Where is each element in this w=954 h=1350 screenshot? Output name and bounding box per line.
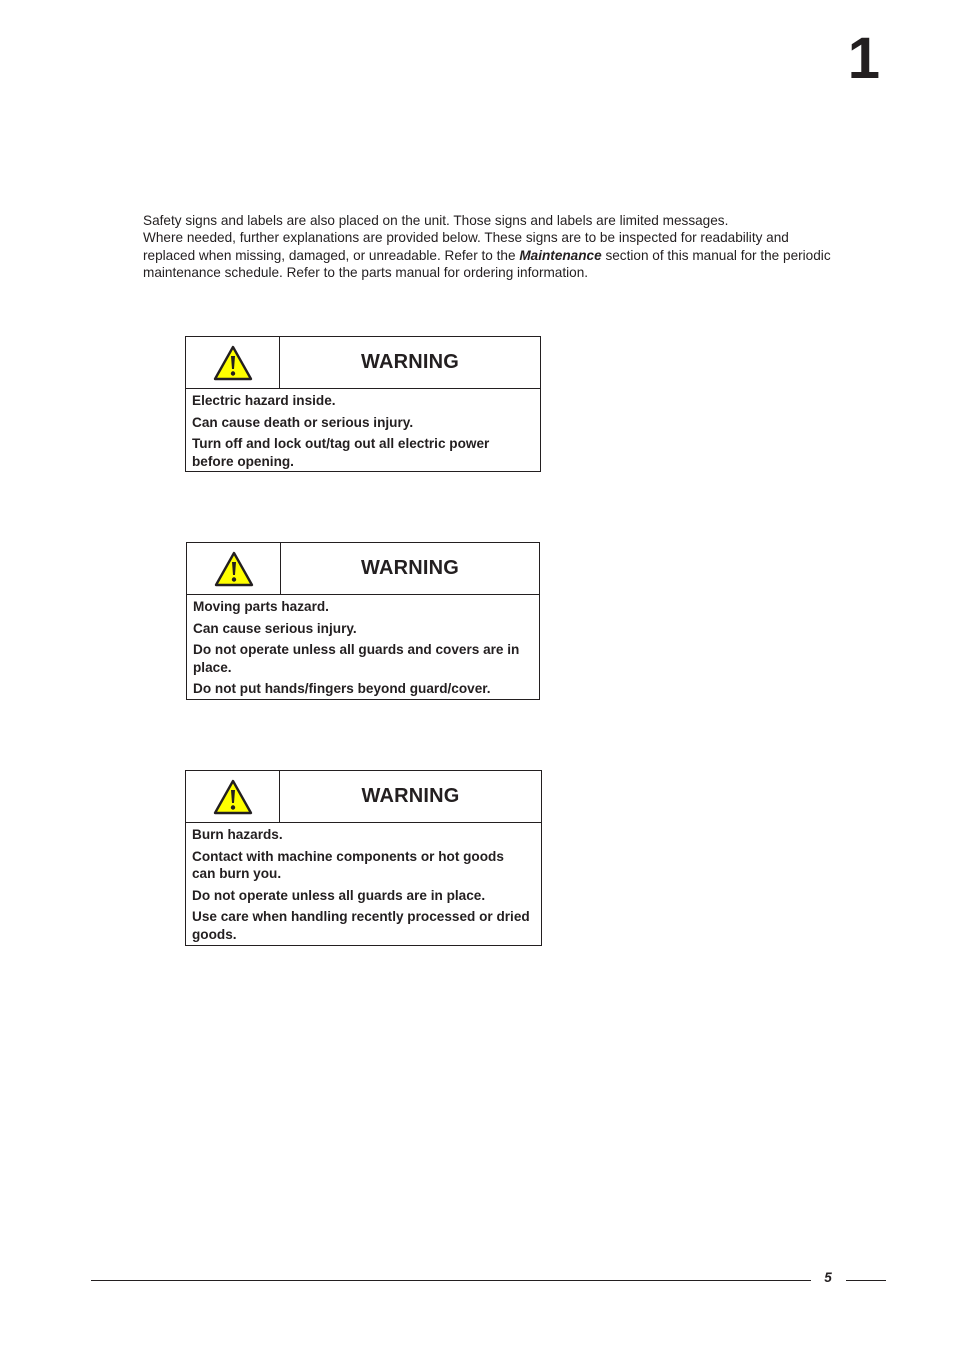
intro-line-2 — [143, 229, 843, 281]
warning-triangle-icon — [213, 779, 253, 815]
sign-icon-cell — [186, 771, 280, 822]
sign-body — [186, 389, 540, 472]
sign-body — [187, 595, 539, 700]
warning-triangle-icon — [214, 551, 254, 587]
footer-divider — [846, 1280, 886, 1281]
warning-sign-moving-parts — [186, 542, 540, 700]
sign-line: Contact with machine components or hot goods can burn you. — [192, 848, 504, 881]
intro-paragraph — [143, 212, 843, 281]
sign-header — [186, 771, 541, 823]
sign-header — [187, 543, 539, 595]
sign-header — [186, 337, 540, 389]
warning-sign-electric — [185, 336, 541, 472]
sign-line: Can cause serious injury. — [193, 620, 357, 636]
maintenance-emphasis: Maintenance — [519, 247, 602, 263]
sign-line: Electric hazard inside. — [192, 393, 336, 408]
sign-title: WARNING — [360, 557, 460, 579]
page-number: 5 — [824, 1270, 832, 1285]
intro-line-1: Safety signs and labels are also placed on the unit. Those signs and labels are limited messages. — [143, 213, 729, 228]
intro-text-after: section of this manual for the periodic maintenance schedule. Refer to the parts manual for ordering information. — [143, 247, 831, 280]
sign-line: Do not put hands/fingers beyond guard/cover. — [193, 681, 491, 697]
footer-divider — [91, 1280, 811, 1281]
sign-line: Can cause death or serious injury. — [192, 414, 414, 430]
warning-sign-burn — [185, 770, 542, 946]
sign-line: Burn hazards. — [192, 827, 283, 842]
sign-line: Moving parts hazard. — [193, 599, 329, 614]
warning-triangle-icon — [213, 345, 253, 381]
sign-line: Use care when handling recently processed or dried goods. — [192, 909, 530, 942]
sign-title: WARNING — [360, 351, 460, 373]
sign-icon-cell — [187, 543, 281, 594]
intro-text-before: Where needed, further explanations are provided below. These signs are to be inspected for readability and replaced when missing, damaged, or unreadable. Refer to the — [143, 230, 789, 263]
sign-body — [186, 823, 541, 945]
sign-line: Do not operate unless all guards and covers are in place. — [193, 642, 520, 675]
sign-title: WARNING — [361, 785, 460, 807]
chapter-number: 1 — [847, 26, 880, 91]
sign-line: Do not operate unless all guards are in place. — [192, 887, 486, 903]
sign-icon-cell — [186, 337, 280, 388]
sign-line: Turn off and lock out/tag out all electric power before opening. — [192, 436, 490, 469]
